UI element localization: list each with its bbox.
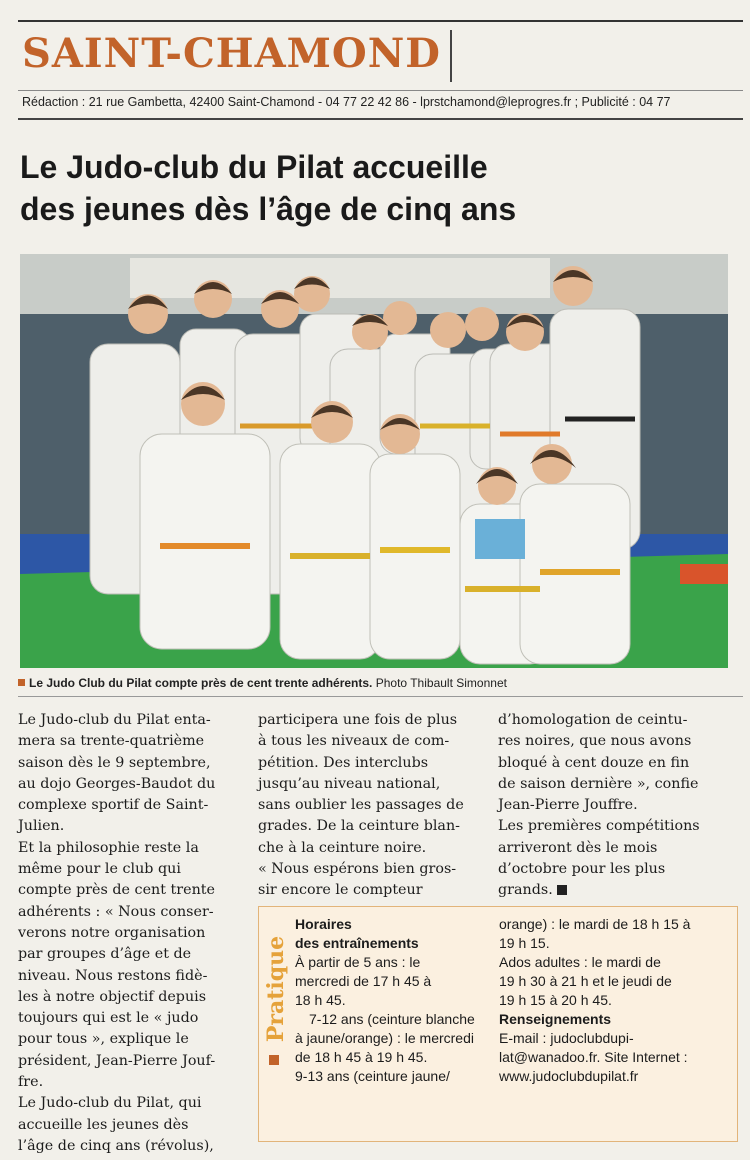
text-line: grades. De la ceinture blan- [258,818,460,835]
text-line: au dojo Georges-Baudot du [18,775,216,792]
schedule-line: 9-13 ans (ceinture jaune/ [295,1068,450,1084]
contact-line: Rédaction : 21 rue Gambetta, 42400 Saint-Chamond - 04 77 22 42 86 - lprstchamond@leprogres.fr ; Publicité : 04 77 [22,95,671,109]
schedule-line: à jaune/orange) : le mercredi [295,1030,474,1046]
text-line: adhérents : « Nous conser- [18,903,214,920]
text-line: de saison dernière », confie [498,775,699,792]
text-line: toujours qui est le « judo [18,1010,199,1027]
text-line: d’homologation de ceintu- [498,712,688,728]
pratique-heading: Horaires [295,916,352,932]
info-line: lat@wanadoo.fr. Site Internet : [499,1049,688,1065]
photo-caption [18,676,738,690]
text-line: bloqué à cent douze en fin [498,754,690,771]
text-line: niveau. Nous restons fidè- [18,967,208,984]
masthead [18,20,743,86]
pratique-label-wrap [261,931,291,1051]
pratique-left [295,915,505,1086]
caption-square-icon [18,679,25,686]
text-line: « Nous espérons bien gros- [258,861,457,878]
text-line: par groupes d’âge et de [18,946,192,963]
text-line: sans oublier les passages de [258,797,464,814]
pratique-heading: des entraînements [295,935,419,951]
headline-line: des jeunes dès l’âge de cinq ans [20,191,517,227]
text-line: accueille les jeunes dès [18,1116,189,1133]
schedule-line: 18 h 45. [295,992,346,1008]
pratique-box [258,906,738,1142]
info-heading: Renseignements [499,1011,612,1027]
text-line: Julien. [18,818,65,835]
info-line: www.judoclubdupilat.fr [499,1068,639,1084]
text-line: les à notre objectif depuis [18,988,207,1005]
text-line: res noires, que nous avons [498,733,692,750]
schedule-line: 19 h 15 à 20 h 45. [499,992,612,1008]
text-line: verons notre organisation [18,924,206,941]
text-line: arriveront dès le mois [498,839,658,856]
schedule-line: 19 h 30 à 21 h et le jeudi de [499,973,672,989]
contact-rule [18,118,743,120]
schedule-line: mercredi de 17 h 45 à [295,973,432,989]
group-photo-judo-kids-icon [20,254,728,668]
info-line: E-mail : judoclubdupi- [499,1030,634,1046]
text-line: Les premières compétitions [498,818,700,835]
text-line: sir encore le compteur [258,882,423,899]
text-line: saison dès le 9 septembre, [18,754,211,771]
last-word: grands. [498,882,553,899]
article-column-3 [498,710,738,902]
title-divider [450,30,452,82]
pratique-right [499,915,735,1086]
section-title: SAINT-CHAMOND [22,30,441,77]
end-square-icon [557,885,567,895]
schedule-line: À partir de 5 ans : le [295,954,421,970]
contact-rule-top [18,90,743,91]
text-line: Jean-Pierre Jouffre. [498,797,638,814]
text-line: à tous les niveaux de com- [258,733,450,750]
text-line: complexe sportif de Saint- [18,797,209,814]
caption-rule [18,696,743,697]
headline [20,146,620,230]
caption-text: Le Judo Club du Pilat compte près de cent trente adhérents. [29,676,373,690]
text-line: même pour le club qui [18,861,181,878]
text-line: Et la philosophie reste la [18,839,199,856]
schedule-line: de 18 h 45 à 19 h 45. [295,1049,428,1065]
schedule-line: 19 h 15. [499,935,550,951]
schedule-line: 7-12 ans (ceinture blanche [309,1011,475,1027]
text-line: participera une fois de plus [258,712,458,728]
text-line: pétition. Des interclubs [258,754,429,771]
text-line: jusqu’au niveau national, [258,775,441,792]
schedule-line: orange) : le mardi de 18 h 15 à [499,916,691,932]
group-photo [20,254,728,668]
text-line: président, Jean-Pierre Jouf- [18,1052,216,1069]
text-line: fre. [18,1074,44,1091]
photo-credit: Photo Thibault Simonnet [375,676,507,690]
pratique-label: Pratique [263,935,289,1043]
pratique-square-icon [269,1055,279,1065]
text-line: d’octobre pour les plus [498,861,666,878]
headline-line: Le Judo-club du Pilat accueille [20,149,488,185]
text-line: che à la ceinture noire. [258,839,427,856]
article-column-2 [258,710,488,902]
text-line: Le Judo-club du Pilat, qui [18,1095,202,1112]
text-line: mera sa trente-quatrième [18,733,205,750]
text-line [498,880,738,901]
text-line: l’âge de cinq ans (révolus), [18,1137,214,1154]
text-line: Le Judo-club du Pilat enta- [18,712,211,728]
text-line: compte près de cent trente [18,882,215,899]
article-column-1 [18,710,250,1157]
schedule-line: Ados adultes : le mardi de [499,954,661,970]
text-line: pour tous », explique le [18,1031,189,1048]
